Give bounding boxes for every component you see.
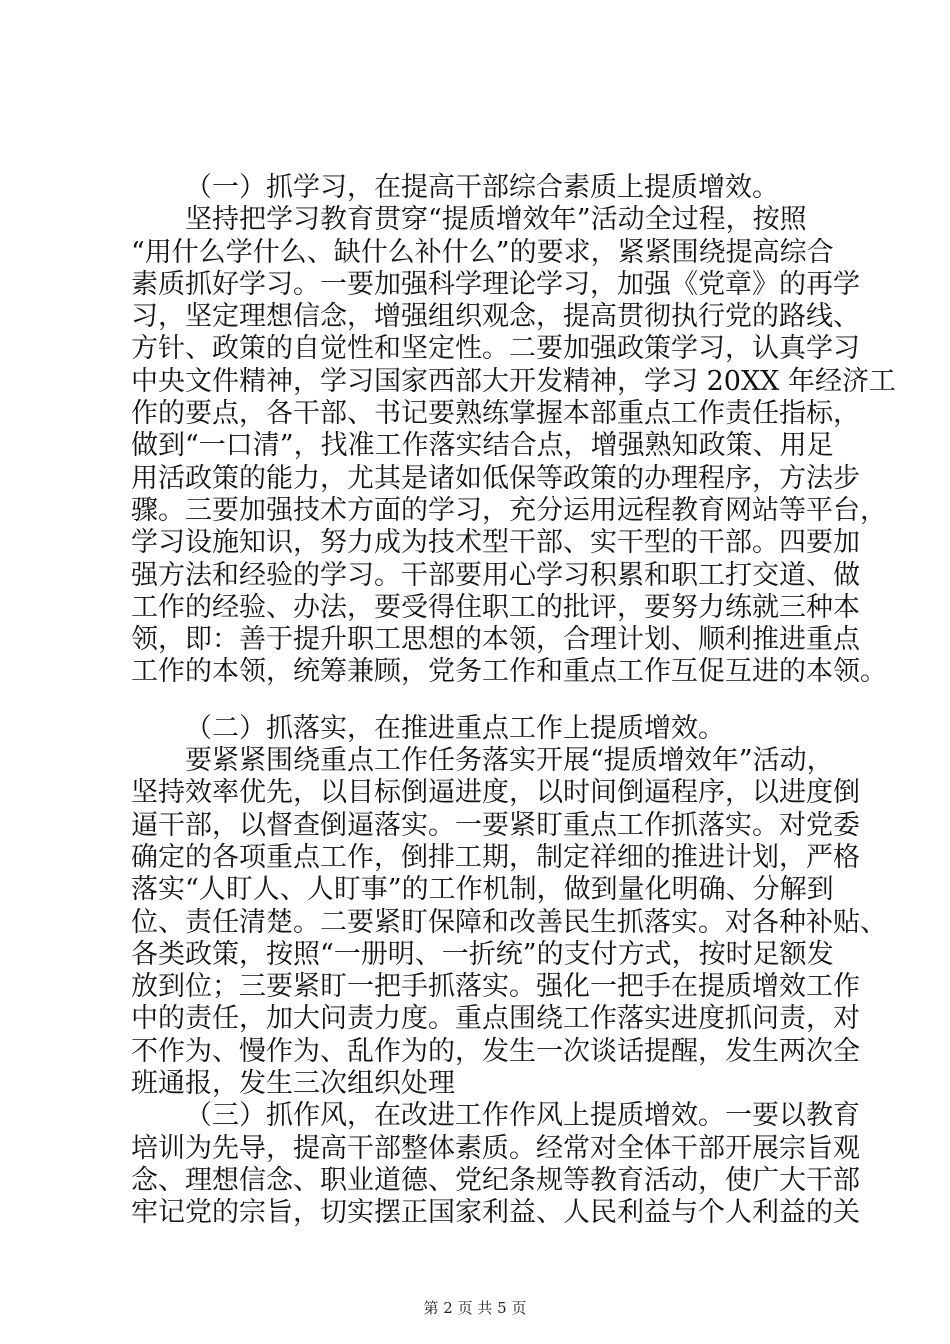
document-body [131,172,896,1230]
paragraph-line: 中的责任，加大问责力度。重点围绕工作落实进度抓问责，对 [131,1003,860,1035]
paragraph-line: 工作的本领，统筹兼顾，党务工作和重点工作互促互进的本领。 [131,656,887,688]
paragraph-line: 班通报，发生三次组织处理 [131,1068,455,1100]
paragraph-line: 工作的经验、办法，要受得住职工的批评，要努力练就三种本 [131,591,860,623]
paragraph-line: 念、理想信念、职业道德、党纪条规等教育活动，使广大干部 [131,1164,860,1196]
paragraph-line: 逼干部，以督查倒逼落实。一要紧盯重点工作抓落实。对党委 [131,809,860,841]
section-heading-implementation: （二）抓落实，在推进重点工作上提质增效。 [185,712,725,744]
paragraph-line: 各类政策，按照“一册明、一折统”的支付方式，按时足额发 [131,938,834,970]
paragraph-line: 素质抓好学习。一要加强科学理论学习，加强《党章》的再学 [131,268,860,300]
paragraph-line: 习，坚定理想信念，增强组织观念，提高贯彻执行党的路线、 [131,301,860,333]
paragraph-line: 确定的各项重点工作，倒排工期，制定祥细的推进计划，严格 [131,841,860,873]
paragraph-line: 骤。三要加强技术方面的学习，充分运用远程教育网站等平台， [131,494,887,526]
paragraph-line: 位、责任清楚。二要紧盯保障和改善民生抓落实。对各种补贴、 [131,906,887,938]
paragraph-line: 领，即：善于提升职工思想的本领，合理计划、顺利推进重点 [131,624,860,656]
paragraph-line: 牢记党的宗旨，切实摆正国家利益、人民利益与个人利益的关 [131,1197,860,1229]
paragraph-line: 用活政策的能力，尤其是诸如低保等政策的办理程序，方法步 [131,462,860,494]
paragraph-line: 中央文件精神，学习国家西部大开发精神，学习 20XX 年经济工 [131,365,896,397]
paragraph-line: 培训为先导，提高干部整体素质。经常对全体干部开展宗旨观 [131,1132,860,1164]
paragraph-line: 强方法和经验的学习。干部要用心学习积累和职工打交道、做 [131,559,860,591]
paragraph-line: 坚持效率优先，以目标倒逼进度，以时间倒逼程序，以进度倒 [131,777,860,809]
paragraph-line: 要紧紧围绕重点工作任务落实开展“提质增效年”活动， [185,745,834,777]
paragraph-line: “用什么学什么、缺什么补什么”的要求，紧紧围绕提高综合 [131,236,834,268]
paragraph-line: 方针、政策的自觉性和坚定性。二要加强政策学习，认真学习 [131,333,860,365]
paragraph-gap [131,689,835,713]
section-heading-study: （一）抓学习，在提高干部综合素质上提质增效。 [185,172,779,203]
paragraph-line: 作的要点，各干部、书记要熟练掌握本部重点工作责任指标， [131,398,860,430]
page-number-footer: 第 2 页 共 5 页 [423,1299,527,1317]
paragraph-line: 落实“人盯人、人盯事”的工作机制，做到量化明确、分解到 [131,874,834,906]
paragraph-line: 学习设施知识，努力成为技术型干部、实干型的干部。四要加 [131,527,860,559]
paragraph-line: 放到位；三要紧盯一把手抓落实。强化一把手在提质增效工作 [131,971,860,1003]
section-heading-workstyle: （三）抓作风，在改进工作作风上提质增效。一要以教育 [185,1100,860,1132]
paragraph-line: 坚持把学习教育贯穿“提质增效年”活动全过程，按照 [185,204,807,236]
paragraph-line: 做到“一口清”，找准工作落实结合点，增强熟知政策、用足 [131,430,834,462]
paragraph-line: 不作为、慢作为、乱作为的，发生一次谈话提醒，发生两次全 [131,1035,860,1067]
